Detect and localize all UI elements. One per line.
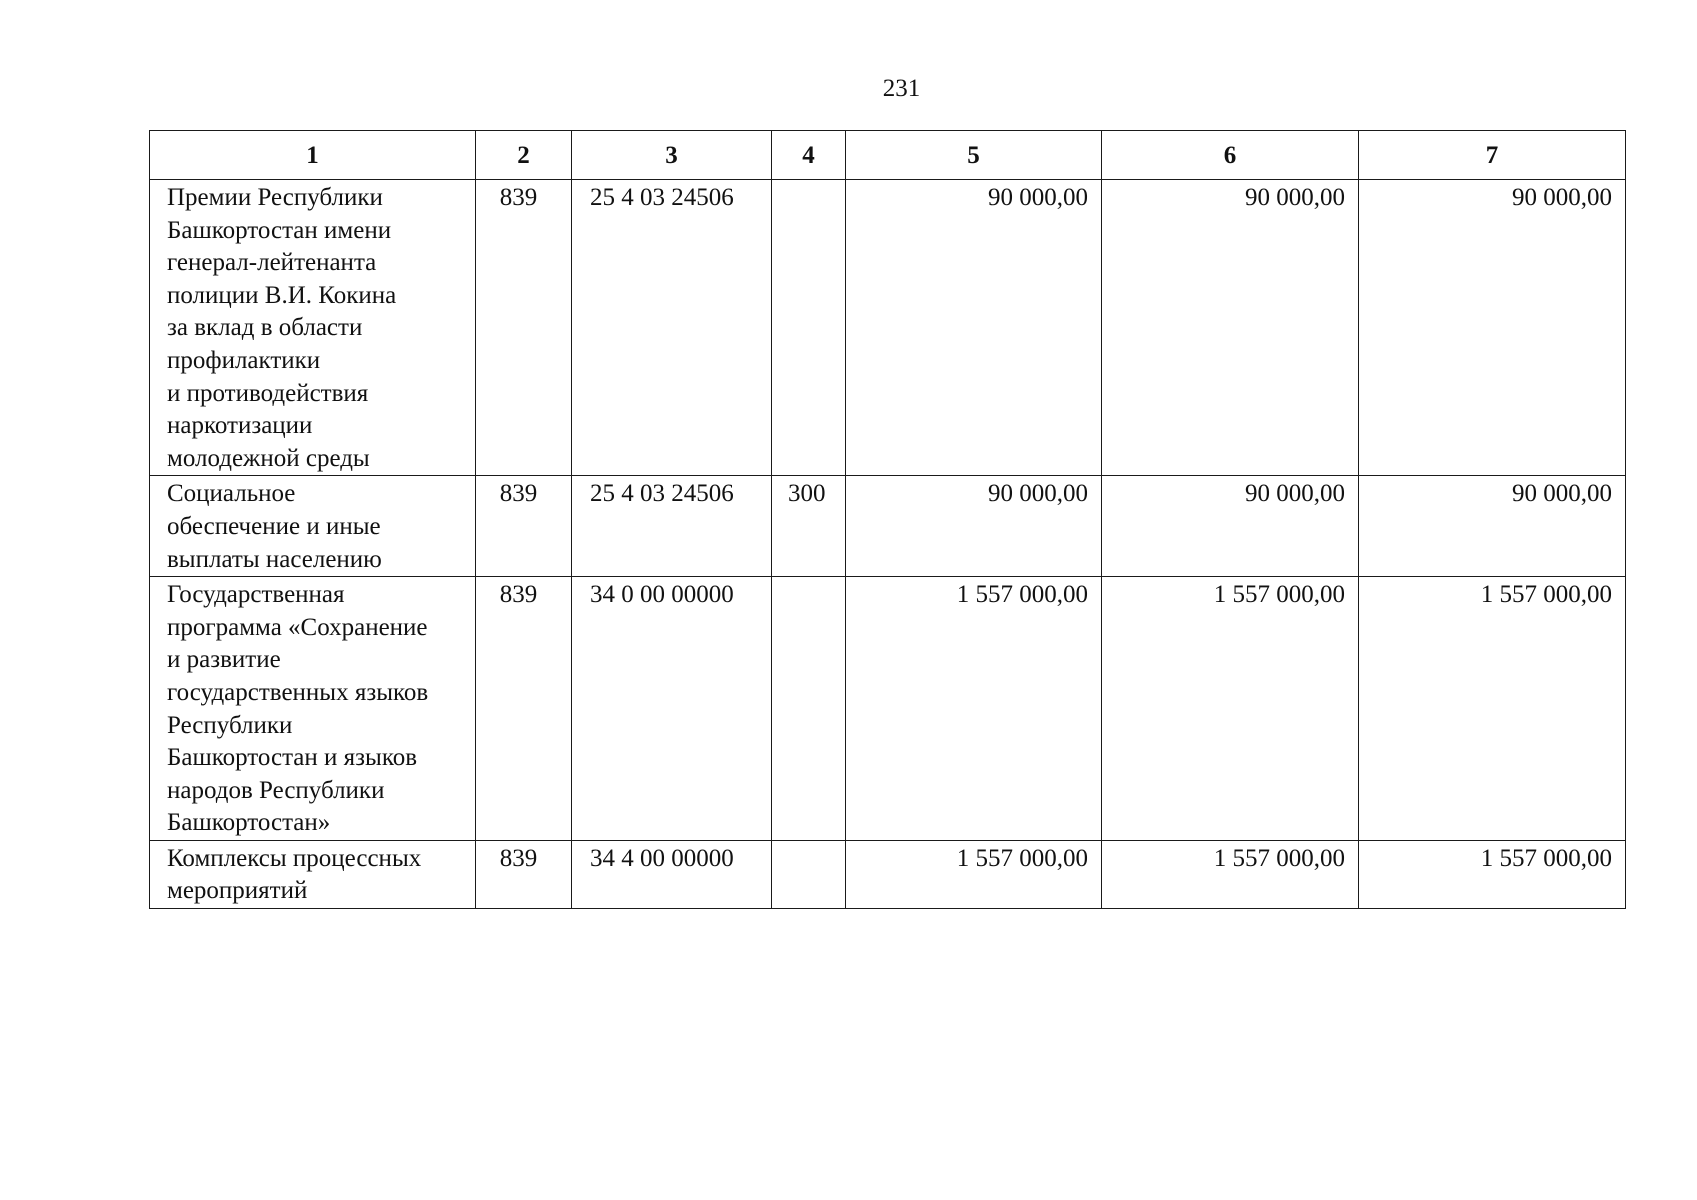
row-value-6-cell: 1 557 000,00 [1102,840,1359,908]
row-name-line: профилактики [167,346,321,374]
row-name-line: Социальное [167,480,296,508]
row-name-line: Башкортостан и языков [167,744,417,772]
row-csr-cell: 25 4 03 24506 [572,476,772,577]
row-name-line: и противодействия [167,379,369,407]
row-name-line: молодежной среды [167,444,370,472]
column-header: 3 [572,131,772,180]
row-name-line: программа «Сохранение [167,613,428,641]
row-name-line: Государственная [167,581,345,609]
row-value-7-cell: 90 000,00 [1359,476,1626,577]
budget-table [149,130,1626,909]
row-name-line: наркотизации [167,412,313,440]
row-name-line: Башкортостан» [167,809,331,837]
row-csr-cell: 25 4 03 24506 [572,180,772,476]
row-value-6-cell: 90 000,00 [1102,476,1359,577]
column-header: 4 [772,131,846,180]
row-code-cell: 839 [476,577,572,841]
row-value-5-cell: 90 000,00 [846,476,1102,577]
row-vr-cell [772,577,846,841]
row-csr-cell: 34 0 00 00000 [572,577,772,841]
row-code-cell: 839 [476,476,572,577]
row-vr-cell: 300 [772,476,846,577]
row-name-line: генерал-лейтенанта [167,249,377,277]
row-name-cell [150,577,476,841]
row-value-5-cell: 1 557 000,00 [846,577,1102,841]
row-name-cell [150,180,476,476]
row-value-5-cell: 1 557 000,00 [846,840,1102,908]
row-name-line: мероприятий [167,877,308,905]
row-name-line: за вклад в области [167,314,363,342]
row-code-cell: 839 [476,840,572,908]
table-row [150,577,1626,841]
row-value-7-cell: 1 557 000,00 [1359,577,1626,841]
row-csr-cell: 34 4 00 00000 [572,840,772,908]
header-row [150,131,1626,180]
column-header: 7 [1359,131,1626,180]
row-name-line: народов Республики [167,776,385,804]
row-code-cell: 839 [476,180,572,476]
page-number: 231 [882,75,921,102]
row-value-7-cell: 90 000,00 [1359,180,1626,476]
column-header: 2 [476,131,572,180]
row-name-line: Республики [167,711,293,739]
row-name-line: Башкортостан имени [167,216,392,244]
row-name-line: и развитие [167,646,281,674]
row-name-line: полиции В.И. Кокина [167,281,397,309]
table-row [150,476,1626,577]
row-value-6-cell: 90 000,00 [1102,180,1359,476]
row-value-5-cell: 90 000,00 [846,180,1102,476]
row-name-line: государственных языков [167,678,429,706]
row-name-line: Премии Республики [167,184,383,211]
row-name-line: Комплексы процессных [167,844,422,872]
row-vr-cell [772,840,846,908]
table-row [150,840,1626,908]
row-name-cell [150,840,476,908]
row-vr-cell [772,180,846,476]
column-header: 5 [846,131,1102,180]
row-name-line: выплаты населению [167,545,382,573]
column-header: 1 [150,131,476,180]
row-value-7-cell: 1 557 000,00 [1359,840,1626,908]
column-header: 6 [1102,131,1359,180]
row-name-line: обеспечение и иные [167,512,381,540]
row-value-6-cell: 1 557 000,00 [1102,577,1359,841]
table-row [150,180,1626,476]
row-name-cell [150,476,476,577]
